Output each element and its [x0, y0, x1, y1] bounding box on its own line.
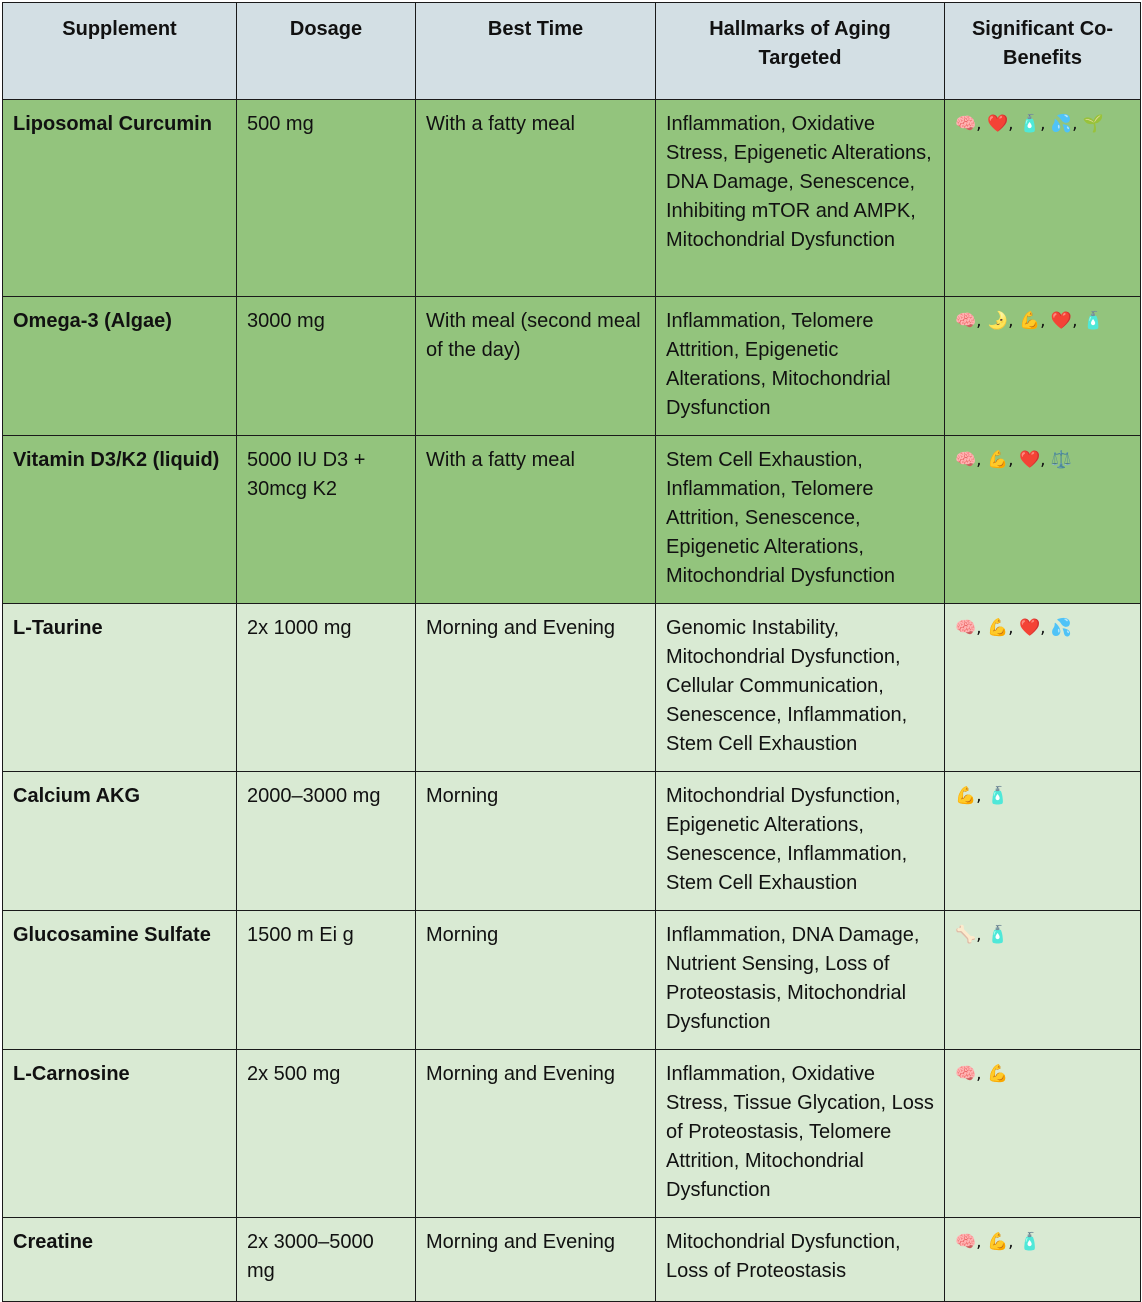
header-dosage: Dosage: [237, 3, 416, 100]
header-hallmarks: Hallmarks of Aging Targeted: [656, 3, 945, 100]
co-benefits-cell: 🧠, 🌛, 💪, ❤️, 🧴: [945, 297, 1141, 436]
best-time-cell: Morning: [416, 911, 656, 1050]
co-benefits-cell: 🧠, ❤️, 🧴, 💦, 🌱: [945, 100, 1141, 297]
best-time-cell: Morning and Evening: [416, 1218, 656, 1302]
hallmarks-cell: Stem Cell Exhaustion, Inflammation, Telomere Attrition, Senescence, Epigenetic Alterations, Mitochondrial Dysfunction: [656, 436, 945, 604]
co-benefits-cell: 🦴, 🧴: [945, 911, 1141, 1050]
table-row: [3, 772, 1141, 911]
best-time-cell: With a fatty meal: [416, 436, 656, 604]
co-benefits-cell: 🧠, 💪: [945, 1050, 1141, 1218]
dosage-cell: 2x 500 mg: [237, 1050, 416, 1218]
dosage-cell: 1500 m Ei g: [237, 911, 416, 1050]
co-benefits-cell: 💪, 🧴: [945, 772, 1141, 911]
supplement-cell: Liposomal Curcumin: [3, 100, 237, 297]
supplement-cell: Vitamin D3/K2 (liquid): [3, 436, 237, 604]
table-row: [3, 1050, 1141, 1218]
table-row: [3, 1218, 1141, 1302]
co-benefits-cell: 🧠, 💪, 🧴: [945, 1218, 1141, 1302]
table-row: [3, 436, 1141, 604]
co-benefits-cell: 🧠, 💪, ❤️, 💦: [945, 604, 1141, 772]
supplement-cell: Calcium AKG: [3, 772, 237, 911]
supplement-cell: Omega-3 (Algae): [3, 297, 237, 436]
hallmarks-cell: Inflammation, DNA Damage, Nutrient Sensing, Loss of Proteostasis, Mitochondrial Dysfunction: [656, 911, 945, 1050]
hallmarks-cell: Inflammation, Oxidative Stress, Epigenetic Alterations, DNA Damage, Senescence, Inhibiting mTOR and AMPK, Mitochondrial Dysfunction: [656, 100, 945, 297]
supplement-cell: Creatine: [3, 1218, 237, 1302]
header-row: [3, 3, 1141, 100]
best-time-cell: Morning and Evening: [416, 1050, 656, 1218]
dosage-cell: 5000 IU D3 + 30mcg K2: [237, 436, 416, 604]
best-time-cell: With meal (second meal of the day): [416, 297, 656, 436]
table-row: [3, 100, 1141, 297]
hallmarks-cell: Mitochondrial Dysfunction, Loss of Proteostasis: [656, 1218, 945, 1302]
best-time-cell: Morning and Evening: [416, 604, 656, 772]
header-best-time: Best Time: [416, 3, 656, 100]
supplement-cell: L-Taurine: [3, 604, 237, 772]
best-time-cell: Morning: [416, 772, 656, 911]
best-time-cell: With a fatty meal: [416, 100, 656, 297]
supplement-cell: Glucosamine Sulfate: [3, 911, 237, 1050]
table-row: [3, 911, 1141, 1050]
dosage-cell: 2000–3000 mg: [237, 772, 416, 911]
table-row: [3, 604, 1141, 772]
hallmarks-cell: Genomic Instability, Mitochondrial Dysfunction, Cellular Communication, Senescence, Inflammation, Stem Cell Exhaustion: [656, 604, 945, 772]
dosage-cell: 2x 1000 mg: [237, 604, 416, 772]
dosage-cell: 2x 3000–5000 mg: [237, 1218, 416, 1302]
hallmarks-cell: Inflammation, Telomere Attrition, Epigenetic Alterations, Mitochondrial Dysfunction: [656, 297, 945, 436]
header-co-benefits: Significant Co-Benefits: [945, 3, 1141, 100]
dosage-cell: 3000 mg: [237, 297, 416, 436]
supplement-cell: L-Carnosine: [3, 1050, 237, 1218]
supplement-table: [2, 2, 1141, 1302]
co-benefits-cell: 🧠, 💪, ❤️, ⚖️: [945, 436, 1141, 604]
hallmarks-cell: Mitochondrial Dysfunction, Epigenetic Alterations, Senescence, Inflammation, Stem Cell Exhaustion: [656, 772, 945, 911]
header-supplement: Supplement: [3, 3, 237, 100]
table-row: [3, 297, 1141, 436]
dosage-cell: 500 mg: [237, 100, 416, 297]
hallmarks-cell: Inflammation, Oxidative Stress, Tissue Glycation, Loss of Proteostasis, Telomere Attrition, Mitochondrial Dysfunction: [656, 1050, 945, 1218]
